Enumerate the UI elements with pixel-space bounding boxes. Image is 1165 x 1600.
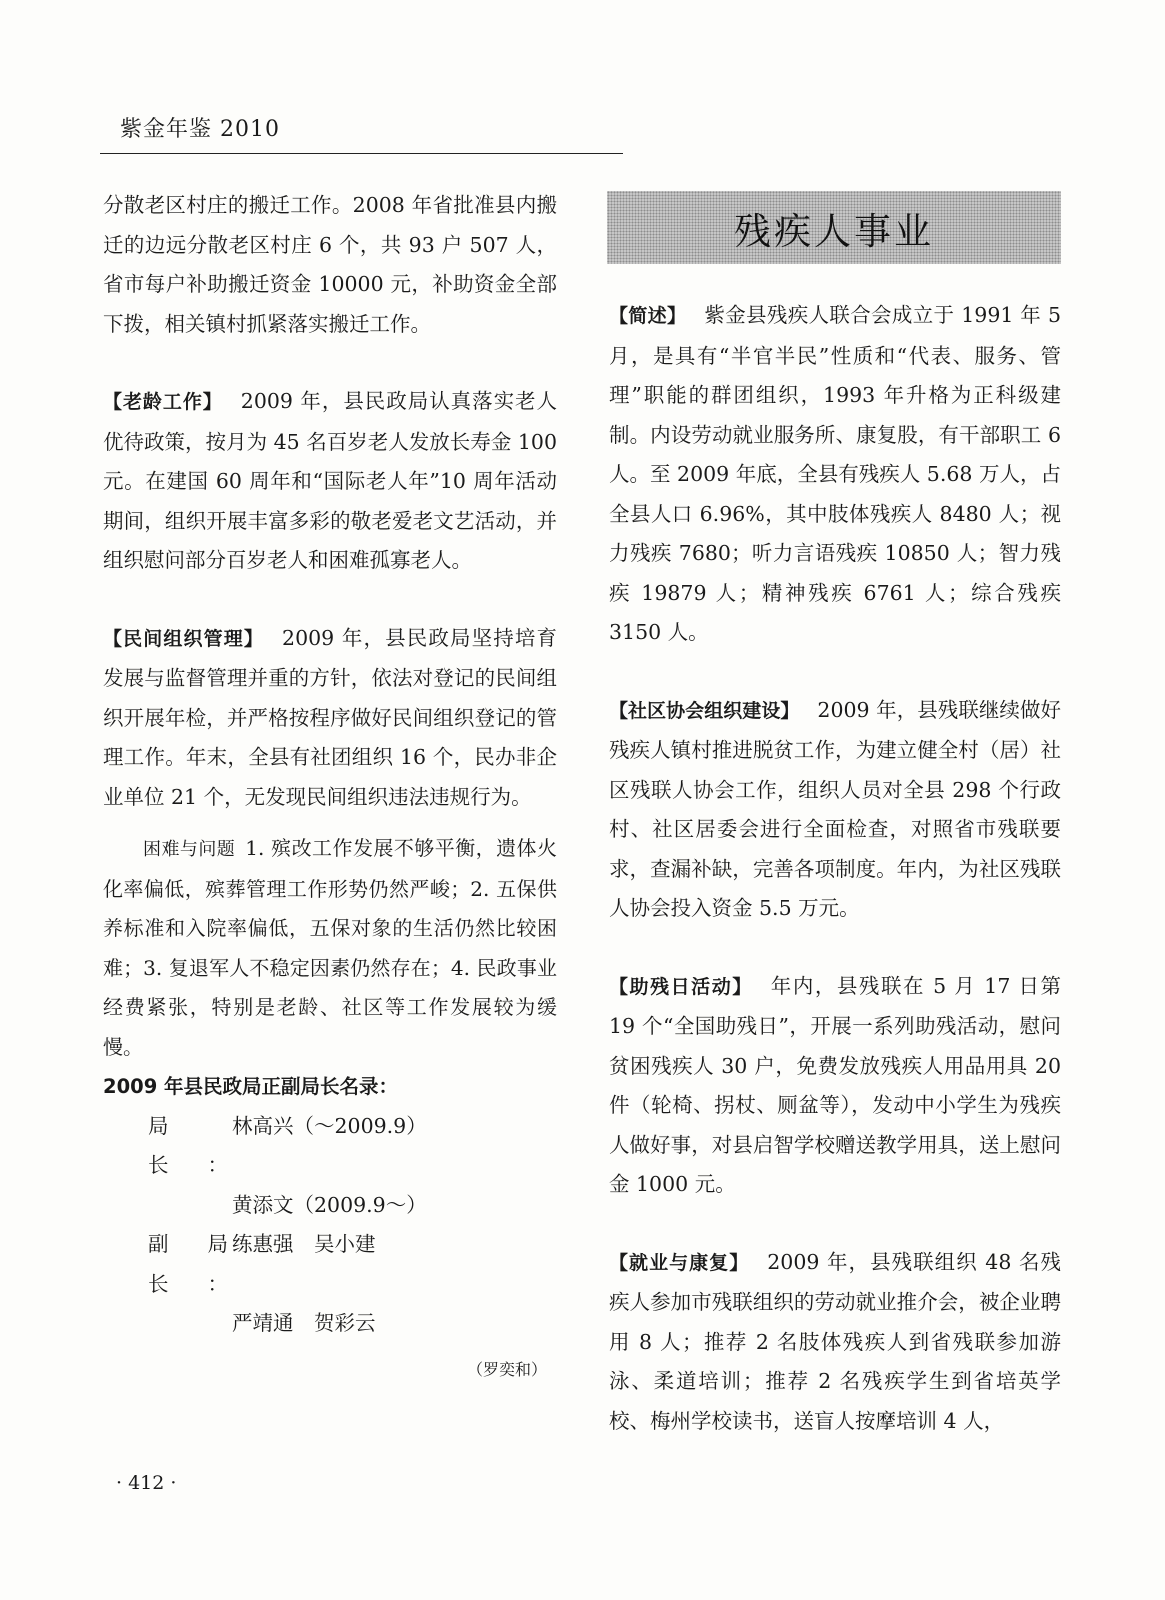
deputy-names-1: 练惠强 吴小建 xyxy=(232,1232,376,1256)
employment-body: 2009 年，县残联组织 48 名残疾人参加市残联组织的劳动就业推介会，被企业聘用 8 人；推荐 2 名肢体残疾人到省残联参加游泳、柔道培训；推荐 2 名残疾学生到省培英学校、梅州学校读书，送盲人按摩培训 4 人， xyxy=(609,1249,1061,1433)
community-paragraph xyxy=(609,691,1061,929)
page-number: · 412 · xyxy=(116,1472,177,1494)
section-title: 残疾人事业 xyxy=(734,209,934,253)
community-body: 2009 年，县残联继续做好残疾人镇村推进脱贫工作，为建立健全村（居）社区残联人协会工作，组织人员对全县 298 个行政村、社区居委会进行全面检查，对照省市残联要求，查漏补缺，完善各项制度。年内，为社区残联人协会投入资金 5.5 万元。 xyxy=(609,697,1061,920)
running-header-title: 紫金年鉴 2010 xyxy=(120,117,280,142)
civil-org-body: 2009 年，县民政局坚持培育发展与监督管理并重的方针，依法对登记的民间组织开展年检，并严格按程序做好民间组织登记的管理工作。年末，全县有社团组织 16 个，民办非企业单位 21 个，无发现民间组织违法违规行为。 xyxy=(103,625,557,809)
aid-day-body: 年内，县残联在 5 月 17 日第 19 个“全国助残日”，开展一系列助残活动，慰问贫困残疾人 30 户，免费发放残疾人用品用具 20 件（轮椅、拐杖、厕盆等），发动中小学生为残疾人做好事，对县启智学校赠送教学用具，送上慰问金 1000 元。 xyxy=(609,973,1061,1196)
director-name-1: 林高兴（～2009.9） xyxy=(232,1113,427,1138)
elderly-work-paragraph xyxy=(103,382,557,581)
director-name-2: 黄添文（2009.9～） xyxy=(232,1192,427,1217)
deputy-role-label: 副局长： xyxy=(148,1232,228,1296)
aid-day-heading: 【助残日活动】 xyxy=(609,975,753,998)
problems-paragraph xyxy=(103,829,557,1067)
officials-roster xyxy=(148,1107,557,1344)
continued-paragraph: 分散老区村庄的搬迁工作。2008 年省批准县内搬迁的边远分散老区村庄 6 个，共 93 户 507 人，省市每户补助搬迁资金 10000 元，补助资金全部下拨，相关镇村抓紧落实搬迁工作。 xyxy=(103,193,557,336)
overview-heading: 【简述】 xyxy=(609,305,687,327)
elderly-work-heading: 【老龄工作】 xyxy=(103,391,223,413)
overview-paragraph xyxy=(609,296,1061,653)
elderly-work-body: 2009 年，县民政局认真落实老人优待政策，按月为 45 名百岁老人发放长寿金 100 元。在建国 60 周年和“国际老人年”10 周年活动期间，组织开展丰富多彩的敬老爱老文艺活动，并组织慰问部分百岁老人和困难孤寡老人。 xyxy=(103,389,557,572)
problems-heading: 困难与问题 xyxy=(143,839,236,860)
left-column xyxy=(103,186,557,1389)
overview-body: 紫金县残疾人联合会成立于 1991 年 5 月，是具有“半官半民”性质和“代表、服务、管理”职能的群团组织，1993 年升格为正科级建制。内设劳动就业服务所、康复股，有干部职工 6 人。至 2009 年底，全县有残疾人 5.68 万人，占全县人口 6.96%，其中肢体残疾人 8480 人；视力残疾 7680；听力言语残疾 10850 人；智力残疾 19879 人；精神残疾 6761 人；综合残疾 3150 人。 xyxy=(609,303,1061,644)
right-column xyxy=(609,296,1061,1441)
aid-day-paragraph xyxy=(609,967,1061,1205)
employment-heading: 【就业与康复】 xyxy=(609,1251,750,1274)
section-title-banner xyxy=(607,191,1061,264)
header-rule xyxy=(100,153,623,154)
civil-org-heading: 【民间组织管理】 xyxy=(103,627,265,650)
problems-body: 1. 殡改工作发展不够平衡，遗体火化率偏低，殡葬管理工作形势仍然严峻；2. 五保供养标准和入院率偏低，五保对象的生活仍然比较困难；3. 复退军人不稳定因素仍然存在；4. 民政事业经费紧张，特别是老龄、社区等工作发展较为缓慢。 xyxy=(103,836,557,1059)
author-signature: （罗奕和） xyxy=(466,1359,547,1379)
community-heading: 【社区协会组织建设】 xyxy=(609,699,800,722)
roster-title: 2009 年县民政局正副局长名录： xyxy=(103,1075,399,1098)
director-role-label: 局 长： xyxy=(148,1113,228,1177)
civil-org-paragraph xyxy=(103,619,557,818)
employment-paragraph xyxy=(609,1243,1061,1442)
deputy-names-2: 严靖通 贺彩云 xyxy=(232,1311,376,1335)
